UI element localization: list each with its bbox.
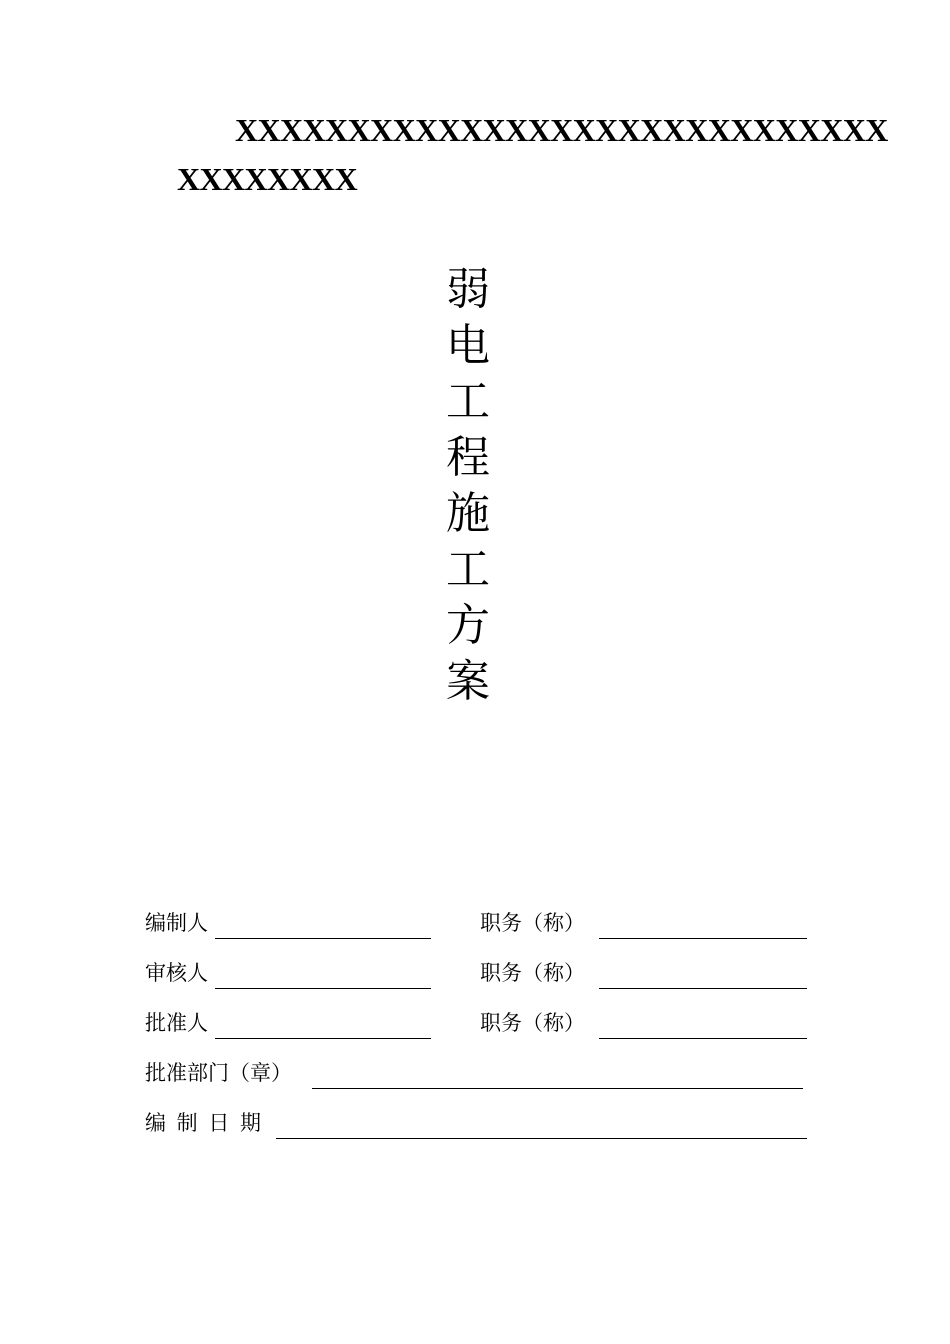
compile-date-label: 编 制 日 期: [145, 1111, 264, 1135]
reviewer-position-line[interactable]: [599, 988, 807, 989]
reviewer-label: 审核人: [145, 961, 208, 985]
approver-position-label: 职务（称）: [480, 1011, 585, 1035]
title-char: 弱: [446, 264, 490, 315]
reviewer-position-label: 职务（称）: [480, 961, 585, 985]
approving-dept-line[interactable]: [312, 1088, 803, 1089]
compiler-row: [0, 908, 950, 942]
title-char: 电: [446, 320, 490, 371]
approver-position-line[interactable]: [599, 1038, 807, 1039]
compiler-position-label: 职务（称）: [480, 911, 585, 935]
title-char: 施: [446, 488, 490, 539]
reviewer-signature-line[interactable]: [215, 988, 431, 989]
compile-date-line[interactable]: [276, 1138, 807, 1139]
title-char: 工: [446, 376, 490, 427]
title-char: 工: [446, 544, 490, 595]
compile-date-row: [0, 1108, 950, 1142]
approving-dept-label: 批准部门（章）: [145, 1061, 292, 1085]
title-char: 案: [446, 656, 490, 707]
approver-row: [0, 1008, 950, 1042]
approver-signature-line[interactable]: [215, 1038, 431, 1039]
document-title: [440, 262, 496, 710]
title-char: 程: [446, 432, 490, 483]
compiler-label: 编制人: [145, 911, 208, 935]
compiler-position-line[interactable]: [599, 938, 807, 939]
compiler-signature-line[interactable]: [215, 938, 431, 939]
approver-label: 批准人: [145, 1011, 208, 1035]
header-line-1: XXXXXXXXXXXXXXXXXXXXXXXXXXXXX: [235, 112, 888, 148]
approving-dept-row: [0, 1058, 950, 1092]
header-line-2: XXXXXXXX: [177, 161, 358, 197]
reviewer-row: [0, 958, 950, 992]
title-char: 方: [446, 600, 490, 651]
